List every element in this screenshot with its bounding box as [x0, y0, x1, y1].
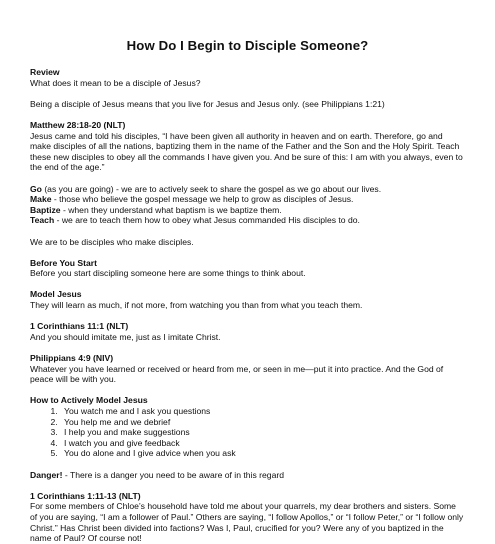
model-jesus-text: They will learn as much, if not more, from watching you than from what you teach them. — [30, 300, 363, 311]
list-item: 4. I watch you and give feedback — [60, 438, 465, 449]
document-page — [30, 38, 465, 544]
summary-line: We are to be disciples who make disciples. — [30, 236, 194, 247]
definition-go — [30, 184, 465, 195]
how-to-steps-list — [30, 406, 465, 459]
page-title: How Do I Begin to Disciple Someone? — [126, 38, 369, 53]
definition-text: - we are to teach them how to obey what Jesus commanded His disciples to do. — [54, 215, 360, 226]
definition-teach — [30, 215, 465, 226]
definition-baptize — [30, 205, 465, 216]
definition-text: - when they understand what baptism is we baptize them. — [60, 204, 282, 215]
review-heading: Review — [30, 67, 60, 77]
phil-text: Whatever you have learned or received or heard from me, or seen in me—put it into practice. And the God of peace will be with you. — [30, 363, 444, 385]
before-start-text: Before you start discipling someone here are some things to think about. — [30, 268, 306, 279]
model-jesus-heading: Model Jesus — [30, 289, 82, 300]
list-item: 2. You help me and we debrief — [60, 417, 465, 428]
definition-term: Teach — [30, 215, 55, 226]
before-start-heading: Before You Start — [30, 257, 98, 268]
how-to-heading: How to Actively Model Jesus — [30, 395, 148, 406]
danger-term: Danger! — [30, 469, 63, 480]
cor1-heading: 1 Corinthians 1:11-13 (NLT) — [30, 490, 141, 501]
definition-text: (as you are going) - we are to actively seek to share the gospel as we go about our lives. — [41, 183, 382, 194]
list-item: 3. I help you and make suggestions — [60, 427, 465, 438]
list-item: 5. You do alone and I give advice when you ask — [60, 448, 465, 459]
cor1-text: For some members of Chloe’s household have told me about your quarrels, my dear brothers and sisters. Some of you are saying, “I am a follower of Paul.” Others are saying, “I follow Apollos,” or “I follow Peter,” or “I follow only Christ.” Has Christ been divided into factions? Was I, Paul, crucified for you? Were any of you baptized in the name of Paul? Of course not! — [30, 501, 464, 544]
definition-make — [30, 194, 465, 205]
list-item: 1. You watch me and I ask you questions — [60, 406, 465, 417]
definition-term: Go — [30, 183, 42, 194]
matthew-heading: Matthew 28:18-20 (NLT) — [30, 119, 126, 130]
definition-text: - those who believe the gospel message we help to grow as disciples of Jesus. — [51, 194, 354, 205]
danger-line — [30, 470, 465, 481]
review-answer: Being a disciple of Jesus means that you live for Jesus and Jesus only. (see Philippians 1:21) — [30, 98, 385, 109]
matthew-text: Jesus came and told his disciples, “I have been given all authority in heaven and on earth. Therefore, go and make disciples of all the nations, baptizing them in the name of the Father and the Son and the Holy Spirit. Teach these new disciples to obey all the commands I have given you. And be sure of this: I am with you always, even to the end of the age.” — [30, 130, 463, 173]
definition-term: Baptize — [30, 204, 61, 215]
phil-heading: Philippians 4:9 (NIV) — [30, 353, 114, 364]
definition-term: Make — [30, 194, 52, 205]
danger-text: - There is a danger you need to be aware of in this regard — [62, 469, 284, 480]
cor11-heading: 1 Corinthians 11:1 (NLT) — [30, 321, 129, 332]
cor11-text: And you should imitate me, just as I imitate Christ. — [30, 331, 221, 342]
review-question: What does it mean to be a disciple of Jesus? — [30, 77, 201, 88]
